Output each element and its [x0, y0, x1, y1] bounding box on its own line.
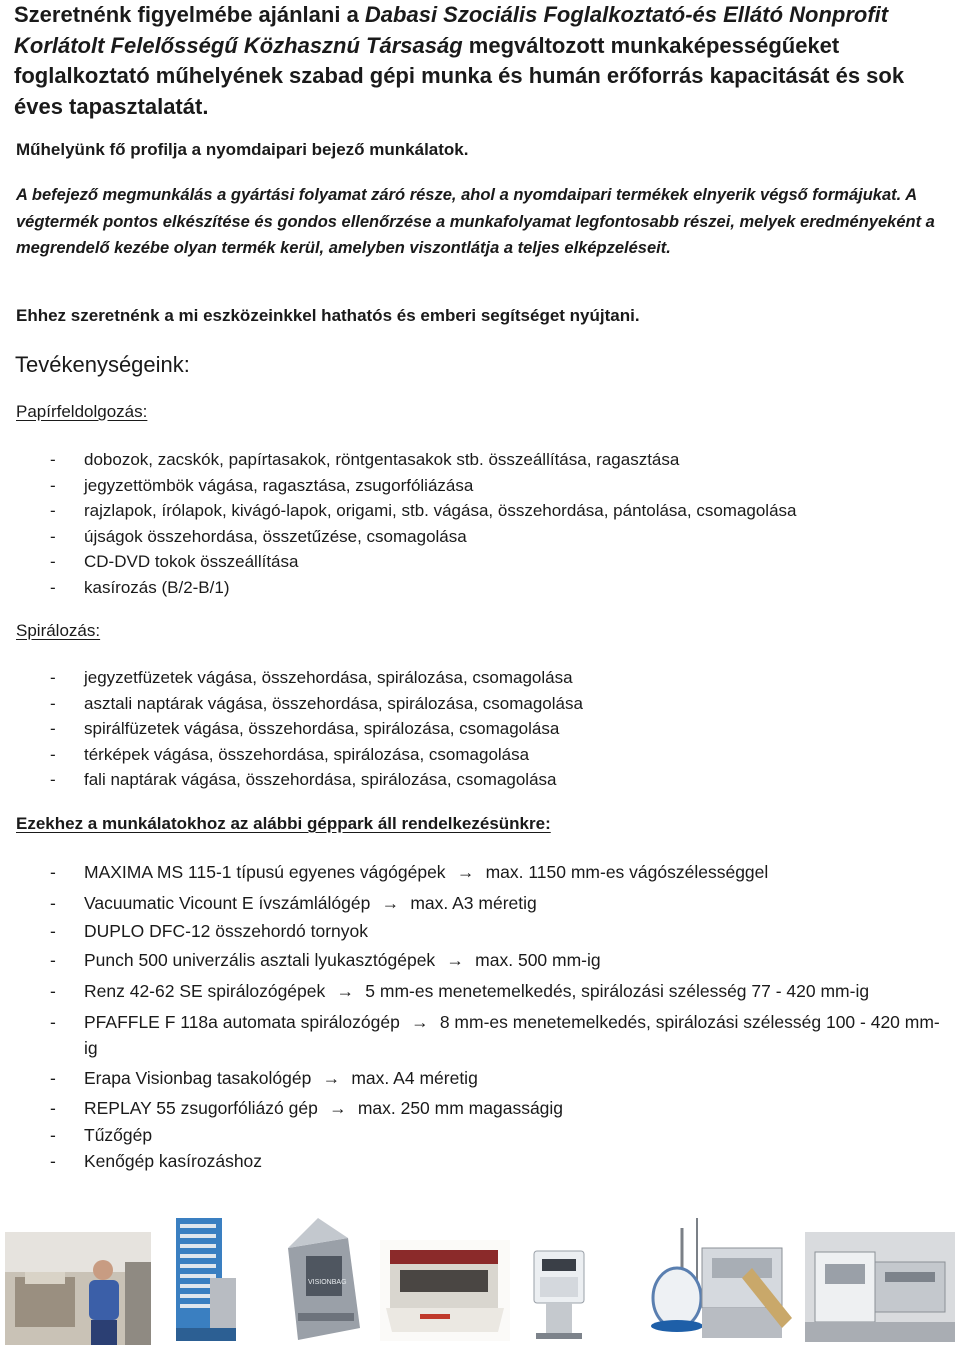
punch-machine-photo: [380, 1240, 510, 1341]
intro-paragraph: [14, 0, 949, 122]
arrow-icon: →: [411, 1012, 429, 1032]
list-item: - Kenőgép kasírozáshoz: [50, 1151, 263, 1171]
list-item: - fali naptárak vágása, összehordása, spirálozása, csomagolása: [50, 770, 557, 789]
intro-suffix: megváltozott munkaképességűeket foglalkoztató műhelyének szabad gépi munka és humán erőforrás kapacitását és sok éves tapasztalatát.: [14, 32, 905, 119]
paper-processing-heading: Papírfeldolgozás:: [16, 402, 148, 421]
list-item: - MAXIMA MS 115-1 típusú egyenes vágógépek → max. 1150 mm-es vágószélességgel: [50, 859, 768, 885]
machine-photo-strip: [0, 1205, 960, 1345]
support-statement: Ehhez szeretnénk a mi eszközeinkkel hathatós és emberi segítséget nyújtani.: [16, 306, 640, 325]
list-item: - spirálfüzetek vágása, összehordása, spirálozása, csomagolása: [50, 719, 560, 738]
list-item: - CD-DVD tokok összeállítása: [50, 552, 299, 571]
list-item: - asztali naptárak vágása, összehordása, spirálozása, csomagolása: [50, 693, 583, 713]
list-item: - Renz 42-62 SE spirálozógépek → 5 mm-es menetemelkedés, spirálozási szélesség 77 - 420 mm-ig: [50, 978, 869, 1004]
arrow-icon: →: [336, 981, 355, 1001]
list-item: - Punch 500 univerzális asztali lyukasztógépek → max. 500 mm-ig: [50, 947, 601, 973]
shrink-wrap-machine-photo: [805, 1232, 955, 1342]
visionbag-logo: VISIONBAG: [308, 1279, 347, 1286]
visionbag-machine-photo: [278, 1218, 363, 1342]
list-item: - rajzlapok, írólapok, kivágó-lapok, origami, stb. vágása, összehordása, pántolása, csomagolása: [50, 501, 797, 520]
list-item: - PFAFFLE F 118a automata spirálozógép → 8 mm-es menetemelkedés, spirálozási szélesség 100 - 420 mm-ig: [50, 1009, 950, 1061]
spiral-binding-machine-photo: [642, 1218, 797, 1342]
machinery-heading: Ezekhez a munkálatokhoz az alábbi géppark áll rendelkezésünkre:: [16, 814, 551, 833]
spiral-list: [50, 665, 950, 793]
list-item: - Erapa Visionbag tasakológép → max. A4 méretig: [50, 1065, 478, 1091]
list-item: - újságok összehordása, összetűzése, csomagolása: [50, 526, 467, 546]
list-item: - jegyzetfüzetek vágása, összehordása, spirálozása, csomagolása: [50, 668, 573, 687]
list-item: - jegyzettömbök vágása, ragasztása, zsugorfóliázása: [50, 475, 474, 495]
spiral-heading: Spirálozás:: [16, 621, 101, 640]
company-name: Dabasi Szociális Foglalkoztató-és Ellátó Nonprofit Korlátolt Felelősségű Közhasznú Társaság: [14, 2, 889, 58]
activities-heading: Tevékenységeink:: [15, 352, 190, 377]
list-item: - Vacuumatic Vicount E ívszámlálógép → max. A3 méretig: [50, 890, 537, 916]
arrow-icon: →: [381, 893, 400, 913]
paper-processing-list: [50, 447, 950, 600]
arrow-icon: →: [322, 1068, 341, 1088]
list-item: - REPLAY 55 zsugorfóliázó gép → max. 250 mm magasságig: [50, 1095, 563, 1121]
list-item: - DUPLO DFC-12 összehordó tornyok: [50, 921, 368, 941]
list-item: - Tűzőgép: [50, 1125, 153, 1145]
intro-prefix: Szeretnénk figyelmébe ajánlani a: [14, 2, 365, 27]
workshop-worker-photo: [5, 1232, 151, 1345]
collator-tower-photo: [170, 1218, 238, 1341]
list-item: - kasírozás (B/2-B/1): [50, 577, 230, 597]
arrow-icon: →: [456, 862, 475, 882]
profile-statement: Műhelyünk fő profilja a nyomdaipari bejező munkálatok.: [16, 140, 469, 159]
list-item: - dobozok, zacskók, papírtasakok, röntgentasakok stb. összeállítása, ragasztása: [50, 450, 680, 469]
list-item: - térképek vágása, összehordása, spirálozása, csomagolása: [50, 744, 530, 764]
arrow-icon: →: [329, 1098, 347, 1118]
counting-machine-photo: [522, 1245, 597, 1342]
finishing-paragraph: A befejező megmunkálás a gyártási folyamat záró része, ahol a nyomdaipari termékek elnyerik végső formájukat. A végtermék pontos elkészítése és gondos ellenőrzése a munkafolyamat legfontosabb részei, melyek eredményeként a megrendelő kezébe olyan termék kerül, amelyben viszontlátja a teljes elképzeléseit.: [16, 186, 935, 257]
arrow-icon: →: [446, 950, 464, 970]
